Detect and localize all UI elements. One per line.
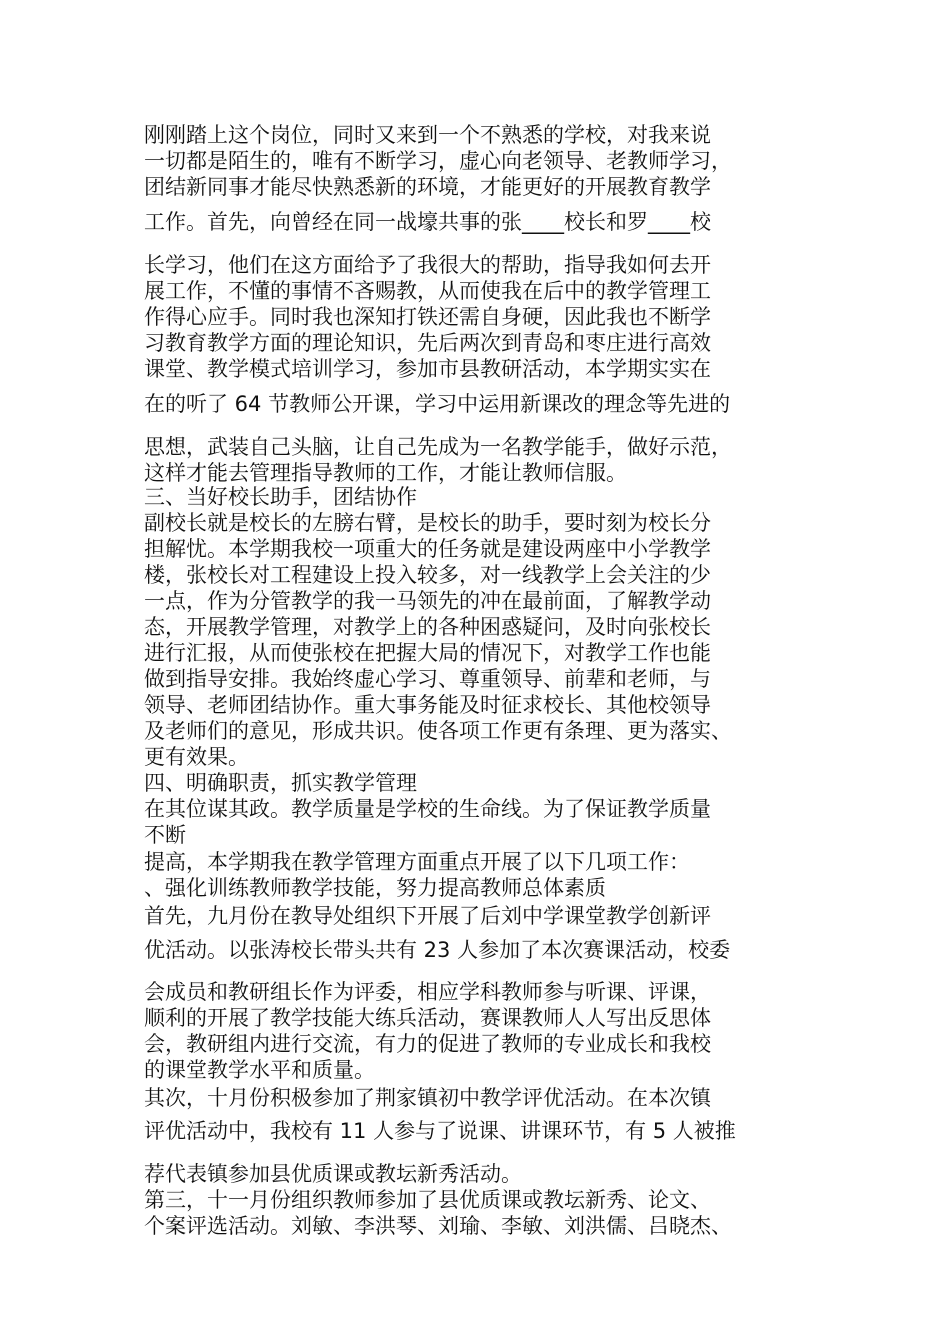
text-line: 态，开展教学管理，对教学上的各种困惑疑问，及时向张校长 xyxy=(144,615,711,639)
text-line: 其次，十月份积极参加了荆家镇初中教学评优活动。在本次镇 xyxy=(144,1086,711,1110)
text-line: 优活动。以张涛校长带头共有 23 人参加了本次赛课活动，校委 xyxy=(144,938,731,962)
text-line: 荐代表镇参加县优质课或教坛新秀活动。 xyxy=(144,1162,522,1186)
text-line: 做到指导安排。我始终虚心学习、尊重领导、前辈和老师，与 xyxy=(144,667,711,691)
text-line: 在的听了 64 节教师公开课，学习中运用新课改的理念等先进的 xyxy=(144,392,731,416)
text-line: 作得心应手。同时我也深知打铁还需自身硬，因此我也不断学 xyxy=(144,305,711,329)
text-line: 刚刚踏上这个岗位，同时又来到一个不熟悉的学校，对我来说 xyxy=(144,123,711,147)
text-line: 团结新同事才能尽快熟悉新的环境，才能更好的开展教育教学 xyxy=(144,175,711,199)
text-line: 担解忧。本学期我校一项重大的任务就是建设两座中小学教学 xyxy=(144,537,711,561)
text-line: 思想，武装自己头脑，让自己先成为一名教学能手，做好示范， xyxy=(144,435,732,459)
text-line: 课堂、教学模式培训学习，参加市县教研活动，本学期实实在 xyxy=(144,357,711,381)
text-line: 领导、老师团结协作。重大事务能及时征求校长、其他校领导 xyxy=(144,693,711,717)
text-line: 工作。首先，向曾经在同一战壕共事的张____校长和罗____校 xyxy=(144,210,711,234)
text-line: 个案评选活动。刘敏、李洪琴、刘瑜、李敏、刘洪儒、吕晓杰、 xyxy=(144,1214,732,1238)
section-heading: 三、当好校长助手，团结协作 xyxy=(144,485,417,509)
text-line: 一切都是陌生的，唯有不断学习，虚心向老领导、老教师学习， xyxy=(144,149,732,173)
text-line: 提高，本学期我在教学管理方面重点开展了以下几项工作： xyxy=(144,850,690,874)
text-line: 第三，十一月份组织教师参加了县优质课或教坛新秀、论文、 xyxy=(144,1188,711,1212)
text-line: 的课堂教学水平和质量。 xyxy=(144,1058,375,1082)
text-line: 首先，九月份在教导处组织下开展了后刘中学课堂教学创新评 xyxy=(144,904,711,928)
text-line: 及老师们的意见，形成共识。使各项工作更有条理、更为落实、 xyxy=(144,719,732,743)
text-line: 楼，张校长对工程建设上投入较多，对一线教学上会关注的少 xyxy=(144,563,711,587)
text-line: 评优活动中，我校有 11 人参与了说课、讲课环节，有 5 人被推 xyxy=(144,1119,736,1143)
text-line: 这样才能去管理指导教师的工作，才能让教师信服。 xyxy=(144,461,627,485)
text-line: 副校长就是校长的左膀右臂，是校长的助手，要时刻为校长分 xyxy=(144,511,711,535)
section-heading: 四、明确职责，抓实教学管理 xyxy=(144,771,417,795)
text-line: 不断 xyxy=(144,823,186,847)
text-line: 长学习，他们在这方面给予了我很大的帮助，指导我如何去开 xyxy=(144,253,711,277)
text-line: 习教育教学方面的理论知识，先后两次到青岛和枣庄进行高效 xyxy=(144,331,711,355)
text-line: 更有效果。 xyxy=(144,745,249,769)
text-line: 一点，作为分管教学的我一马领先的冲在最前面，了解教学动 xyxy=(144,589,711,613)
text-line: 会成员和教研组长作为评委，相应学科教师参与听课、评课， xyxy=(144,980,711,1004)
text-line: 在其位谋其政。教学质量是学校的生命线。为了保证教学质量 xyxy=(144,797,711,821)
subsection-heading: 、强化训练教师教学技能，努力提高教师总体素质 xyxy=(144,876,606,900)
text-line: 进行汇报，从而使张校在把握大局的情况下，对教学工作也能 xyxy=(144,641,711,665)
text-line: 会，教研组内进行交流，有力的促进了教师的专业成长和我校 xyxy=(144,1032,711,1056)
text-line: 展工作，不懂的事情不吝赐教，从而使我在后中的教学管理工 xyxy=(144,279,711,303)
text-line: 顺利的开展了教学技能大练兵活动，赛课教师人人写出反思体 xyxy=(144,1006,711,1030)
